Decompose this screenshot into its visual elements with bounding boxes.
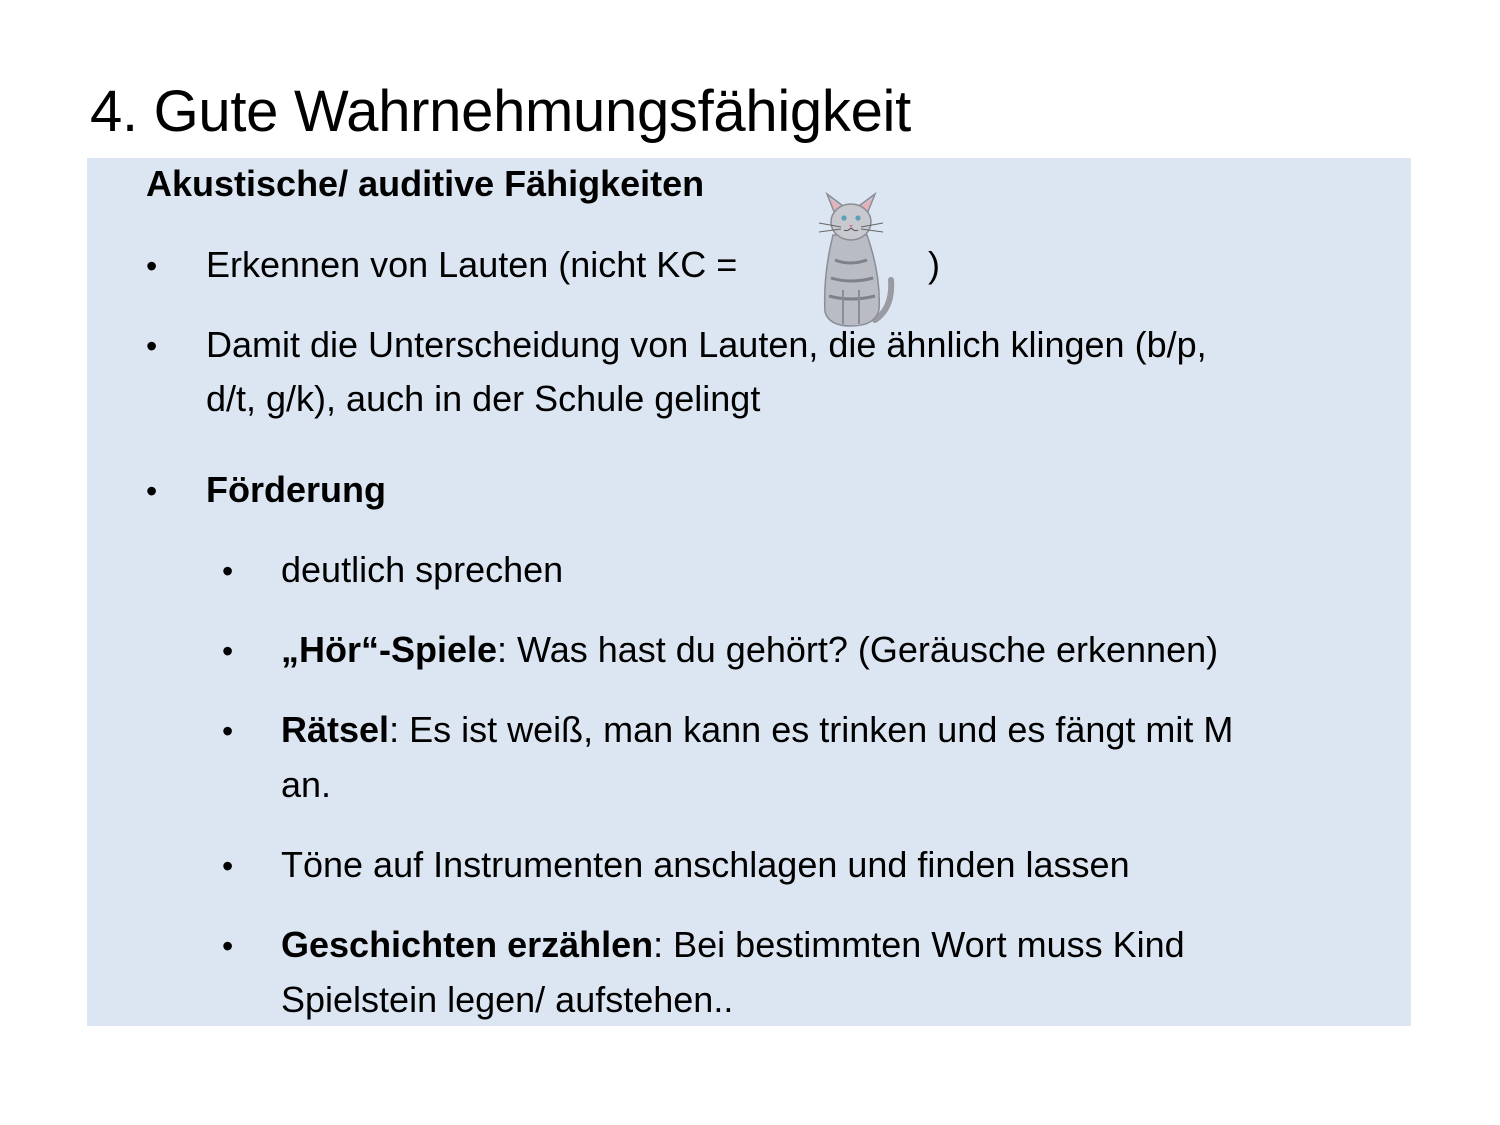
bullet: • xyxy=(146,248,158,284)
cat-icon xyxy=(805,180,897,330)
sub-bullet: • xyxy=(222,633,234,669)
sub-bullet: • xyxy=(222,928,234,964)
sub-list-item-rest: : Was hast du gehört? (Geräusche erkennen) xyxy=(497,629,1219,670)
sub-list-item-rest: : Es ist weiß, man kann es trinken und es fängt mit M xyxy=(389,709,1234,750)
bullet: • xyxy=(146,328,158,364)
slide-title: 4. Gute Wahrnehmungsfähigkeit xyxy=(90,79,911,144)
sub-list-item-text-continued: an. xyxy=(281,764,332,805)
sub-bullet: • xyxy=(222,713,234,749)
sub-list-item-bold: „Hör“-Spiele xyxy=(281,629,498,670)
list-item-text: Damit die Unterscheidung von Lauten, die ähnlich klingen (b/p, xyxy=(206,324,1207,365)
sub-list-item-text xyxy=(281,918,1185,972)
sub-list-item-rest: : Bei bestimmten Wort muss Kind xyxy=(653,924,1185,965)
sub-list-item-bold: Rätsel xyxy=(281,709,390,750)
sub-list-item-text-continued: Spielstein legen/ aufstehen.. xyxy=(281,979,734,1020)
section-heading: Akustische/ auditive Fähigkeiten xyxy=(146,163,705,204)
sub-list-item-text xyxy=(281,703,1233,757)
sub-list-item-text: deutlich sprechen xyxy=(281,549,564,590)
sub-bullet: • xyxy=(222,848,234,884)
list-item-text-end: ) xyxy=(928,244,940,285)
list-item-text: Erkennen von Lauten (nicht KC = xyxy=(206,244,738,285)
sub-list-item-text: Töne auf Instrumenten anschlagen und finden lassen xyxy=(281,844,1130,885)
list-item-text-continued: d/t, g/k), auch in der Schule gelingt xyxy=(206,378,761,419)
sub-list-item-bold: Geschichten erzählen xyxy=(281,924,654,965)
sub-list-item-text xyxy=(281,623,1218,677)
bullet: • xyxy=(146,473,158,509)
foerderung-heading: Förderung xyxy=(206,469,386,510)
sub-bullet: • xyxy=(222,553,234,589)
